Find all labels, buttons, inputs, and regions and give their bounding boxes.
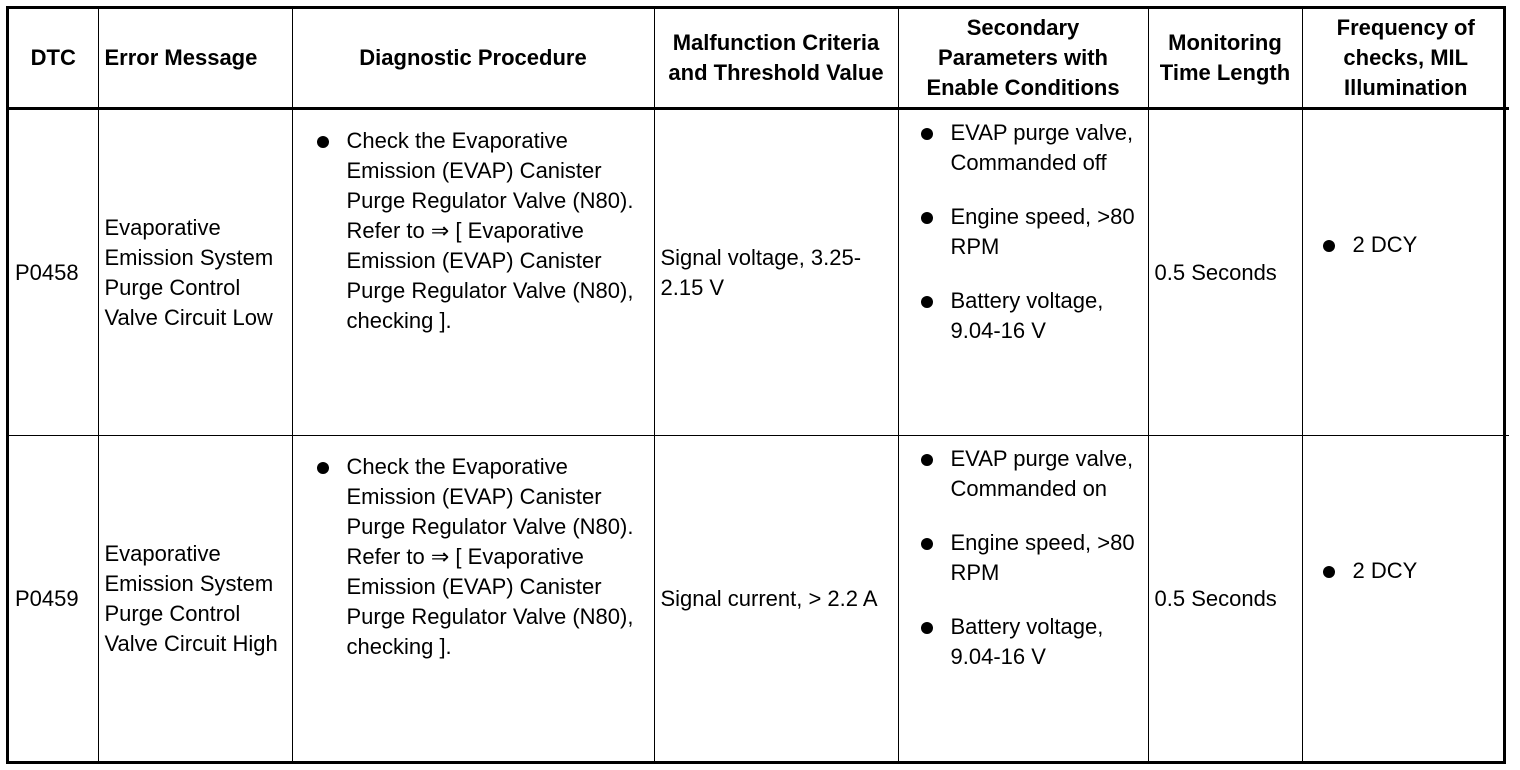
list-item [313, 452, 648, 662]
procedure-text: Check the Evaporative Emission (EVAP) Canister Purge Regulator Valve (N80). Refer to ⇒ [ Evaporative Emission (EVAP) Canister Purge Regulator Valve (N80), checking ]. [346, 128, 634, 333]
parameter-text: Battery voltage, 9.04-16 V [950, 288, 1104, 343]
table-row [9, 436, 1509, 761]
list-item [917, 444, 1142, 504]
bullet-icon [921, 296, 933, 308]
dtc-table-container [6, 6, 1506, 764]
header-row [9, 9, 1509, 109]
secondary-parameters-cell [898, 109, 1148, 436]
list-item [313, 126, 648, 336]
malfunction-criteria: Signal voltage, 3.25-2.15 V [654, 109, 898, 436]
header-monitoring-time: Monitoring Time Length [1148, 9, 1302, 109]
diagnostic-procedure-cell [292, 109, 654, 436]
monitoring-time: 0.5 Seconds [1148, 109, 1302, 436]
list-item [1319, 230, 1504, 260]
frequency-text: 2 DCY [1352, 558, 1418, 584]
parameter-text: Engine speed, >80 RPM [950, 530, 1135, 586]
dtc-code: P0458 [9, 109, 98, 436]
header-error-message: Error Message [98, 9, 292, 109]
monitoring-time: 0.5 Seconds [1148, 436, 1302, 761]
bullet-icon [1323, 566, 1335, 578]
header-malfunction-criteria: Malfunction Criteria and Threshold Value [654, 9, 898, 109]
parameter-text: EVAP purge valve, Commanded on [950, 446, 1134, 502]
frequency-cell [1302, 109, 1509, 436]
bullet-icon [317, 462, 329, 474]
bullet-icon [921, 454, 933, 466]
list-item [917, 612, 1142, 672]
error-message: Evaporative Emission System Purge Control Valve Circuit High [98, 436, 292, 761]
diagnostic-procedure-cell [292, 436, 654, 761]
table-row [9, 109, 1509, 436]
bullet-icon [1323, 240, 1335, 252]
bullet-icon [921, 622, 933, 634]
list-item [917, 118, 1142, 178]
parameter-text: EVAP purge valve, Commanded off [950, 120, 1134, 175]
list-item [917, 202, 1142, 262]
list-item [1319, 556, 1504, 586]
dtc-table [9, 9, 1509, 761]
header-dtc: DTC [9, 9, 98, 109]
bullet-icon [921, 538, 933, 550]
parameter-text: Engine speed, >80 RPM [950, 204, 1135, 259]
bullet-icon [921, 212, 933, 224]
header-diagnostic-procedure: Diagnostic Procedure [292, 9, 654, 109]
secondary-parameters-cell [898, 436, 1148, 761]
dtc-code: P0459 [9, 436, 98, 761]
bullet-icon [921, 128, 933, 140]
frequency-text: 2 DCY [1352, 232, 1418, 257]
frequency-cell [1302, 436, 1509, 761]
header-secondary-parameters: Secondary Parameters with Enable Conditions [898, 9, 1148, 109]
parameter-text: Battery voltage, 9.04-16 V [950, 614, 1104, 670]
list-item [917, 286, 1142, 346]
procedure-text: Check the Evaporative Emission (EVAP) Canister Purge Regulator Valve (N80). Refer to ⇒ [ Evaporative Emission (EVAP) Canister Purge Regulator Valve (N80), checking ]. [346, 454, 634, 660]
header-frequency-mil: Frequency of checks, MIL Illumination [1302, 9, 1509, 109]
error-message: Evaporative Emission System Purge Control Valve Circuit Low [98, 109, 292, 436]
list-item [917, 528, 1142, 588]
bullet-icon [317, 136, 329, 148]
malfunction-criteria: Signal current, > 2.2 A [654, 436, 898, 761]
